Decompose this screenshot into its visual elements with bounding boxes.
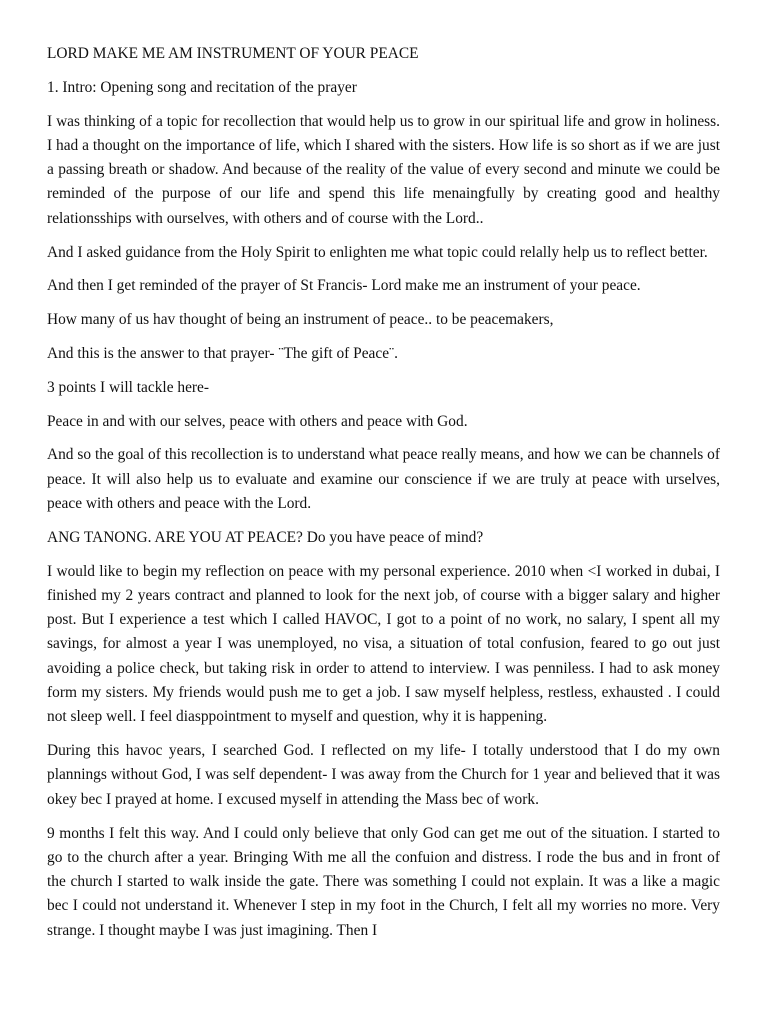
paragraph: Peace in and with our selves, peace with others and peace with God. [47, 412, 468, 430]
paragraph: How many of us hav thought of being an instrument of peace.. to be peacemakers, [47, 311, 554, 329]
paragraph: I would like to begin my reflection on peace with my personal experience. 2010 when <I worked in dubai, I finished my 2 years contract and planned to look for the next job, of course with a bigger salary and higher post. But I experience a test which I called HAVOC, I got to a point of no work, no salary, I spent all my savings, for almost a year I was unemployed, no visa, a situation of total confusion, feared to go out just avoiding a police check, but taking risk in order to attend to interview. I was penniless. I had to ask money form my sisters. My friends would push me to get a job. I saw myself helpless, restless, exhausted . I could not sleep well. I feel diasppointment to myself and question, why it is happening. [47, 562, 720, 726]
paragraph: And so the goal of this recollection is to understand what peace really means, and how we can be channels of peace. It will also help us to evaluate and examine our conscience if we are truly at peace with urselves, peace with others and peace with the Lord. [47, 446, 720, 512]
section-heading: ANG TANONG. ARE YOU AT PEACE? Do you have peace of mind? [47, 528, 484, 546]
paragraph: And this is the answer to that prayer- ¨The gift of Peace¨. [47, 344, 398, 362]
paragraph: And then I get reminded of the prayer of St Francis- Lord make me an instrument of your peace. [47, 277, 641, 295]
paragraph: During this havoc years, I searched God. I reflected on my life- I totally understood that I do my own plannings without God, I was self dependent- I was away from the Church for 1 year and believed that it was okey bec I prayed at home. I excused myself in attending the Mass bec of work. [47, 742, 720, 808]
paragraph: 9 months I felt this way. And I could only believe that only God can get me out of the situation. I started to go to the church after a year. Bringing With me all the confuion and distress. I rode the bus and in front of the church I started to walk inside the gate. There was something I could not explain. It was a like a magic bec I could not understand it. Whenever I step in my foot in the Church, I felt all my worries no more. Very strange. I thought maybe I was just imagining. Then I [47, 824, 720, 939]
paragraph: I was thinking of a topic for recollection that would help us to grow in our spiritual life and grow in holiness. I had a thought on the importance of life, which I shared with the sisters. How life is so short as if we are just a passing breath or shadow. And because of the reality of the value of every second and minute we could be reminded of the purpose of our life and spend this life menaingfully by creating good and healthy relationsships with ourselves, with others and of course with the Lord.. [47, 112, 720, 227]
paragraph: And I asked guidance from the Holy Spirit to enlighten me what topic could relally help us to reflect better. [47, 243, 708, 261]
paragraph: 3 points I will tackle here- [47, 378, 209, 396]
paragraph-intro: 1. Intro: Opening song and recitation of the prayer [47, 78, 357, 96]
document-title: LORD MAKE ME AM INSTRUMENT OF YOUR PEACE [47, 45, 419, 62]
